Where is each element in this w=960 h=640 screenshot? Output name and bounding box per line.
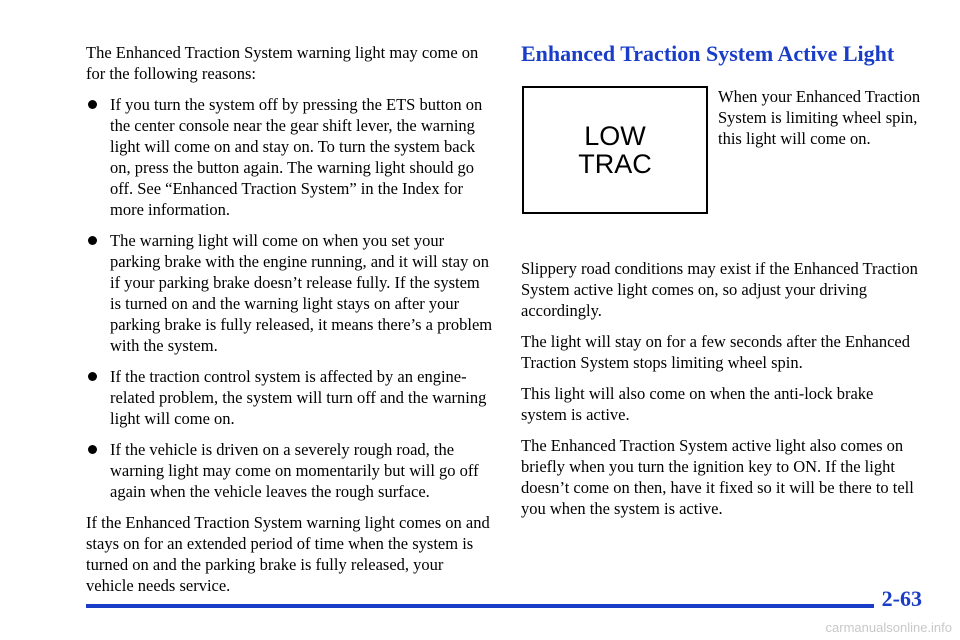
paragraph: Slippery road conditions may exist if the Enhanced Traction System active light comes on, so adjust your driving accordingly. — [521, 259, 918, 320]
list-item — [86, 366, 494, 429]
list-item — [86, 439, 494, 502]
list-item-text: If the traction control system is affected by an engine-related problem, the system will turn off and the warning light will come on. — [110, 367, 487, 428]
closing-paragraph: If the Enhanced Traction System warning light comes on and stays on for an extended period of time when the system is turned on and the parking brake is fully released, your vehicle needs service. — [86, 513, 490, 595]
bullet-icon — [88, 236, 97, 245]
list-item-text: The warning light will come on when you set your parking brake with the engine running, and it will stay on if your parking brake doesn’t release fully. If the system is turned on and the warning light stays on after your parking brake is fully released, it means there’s a problem with the system. — [110, 231, 493, 355]
right-paragraphs — [521, 258, 921, 519]
left-column — [86, 42, 494, 596]
right-column — [521, 40, 921, 529]
list-item — [86, 230, 494, 356]
indicator-figure — [521, 86, 921, 258]
indicator-caption: When your Enhanced Traction System is limiting wheel spin, this light will come on. — [718, 87, 921, 148]
paragraph: This light will also come on when the anti-lock brake system is active. — [521, 384, 874, 424]
paragraph: The light will stay on for a few seconds after the Enhanced Traction System stops limiting wheel spin. — [521, 332, 910, 372]
paragraph: The Enhanced Traction System active light also comes on briefly when you turn the ignition key to ON. If the light doesn’t come on then, have it fixed so it will be there to tell you when the system is active. — [521, 436, 914, 518]
footer-rule — [86, 604, 874, 608]
bullet-icon — [88, 372, 97, 381]
watermark: carmanualsonline.info — [825, 620, 952, 635]
intro-paragraph: The Enhanced Traction System warning light may come on for the following reasons: — [86, 43, 479, 83]
low-trac-indicator-icon — [522, 86, 708, 214]
bullet-icon — [88, 100, 97, 109]
bullet-icon — [88, 445, 97, 454]
indicator-line-1: LOW — [584, 121, 646, 151]
list-item-text: If you turn the system off by pressing the ETS button on the center console near the gear shift lever, the warning light will come on and stay on. To turn the system back on, press the button again. The warning light should go off. See “Enhanced Traction System” in the Index for more information. — [110, 95, 483, 219]
section-title: Enhanced Traction System Active Light — [521, 41, 895, 66]
list-item — [86, 94, 494, 220]
page-number: 2-63 — [881, 586, 922, 611]
warning-reasons-list — [86, 94, 494, 502]
list-item-text: If the vehicle is driven on a severely rough road, the warning light may come on momentarily but will go off again when the vehicle leaves the rough surface. — [110, 440, 479, 501]
indicator-line-2: TRAC — [578, 149, 652, 179]
